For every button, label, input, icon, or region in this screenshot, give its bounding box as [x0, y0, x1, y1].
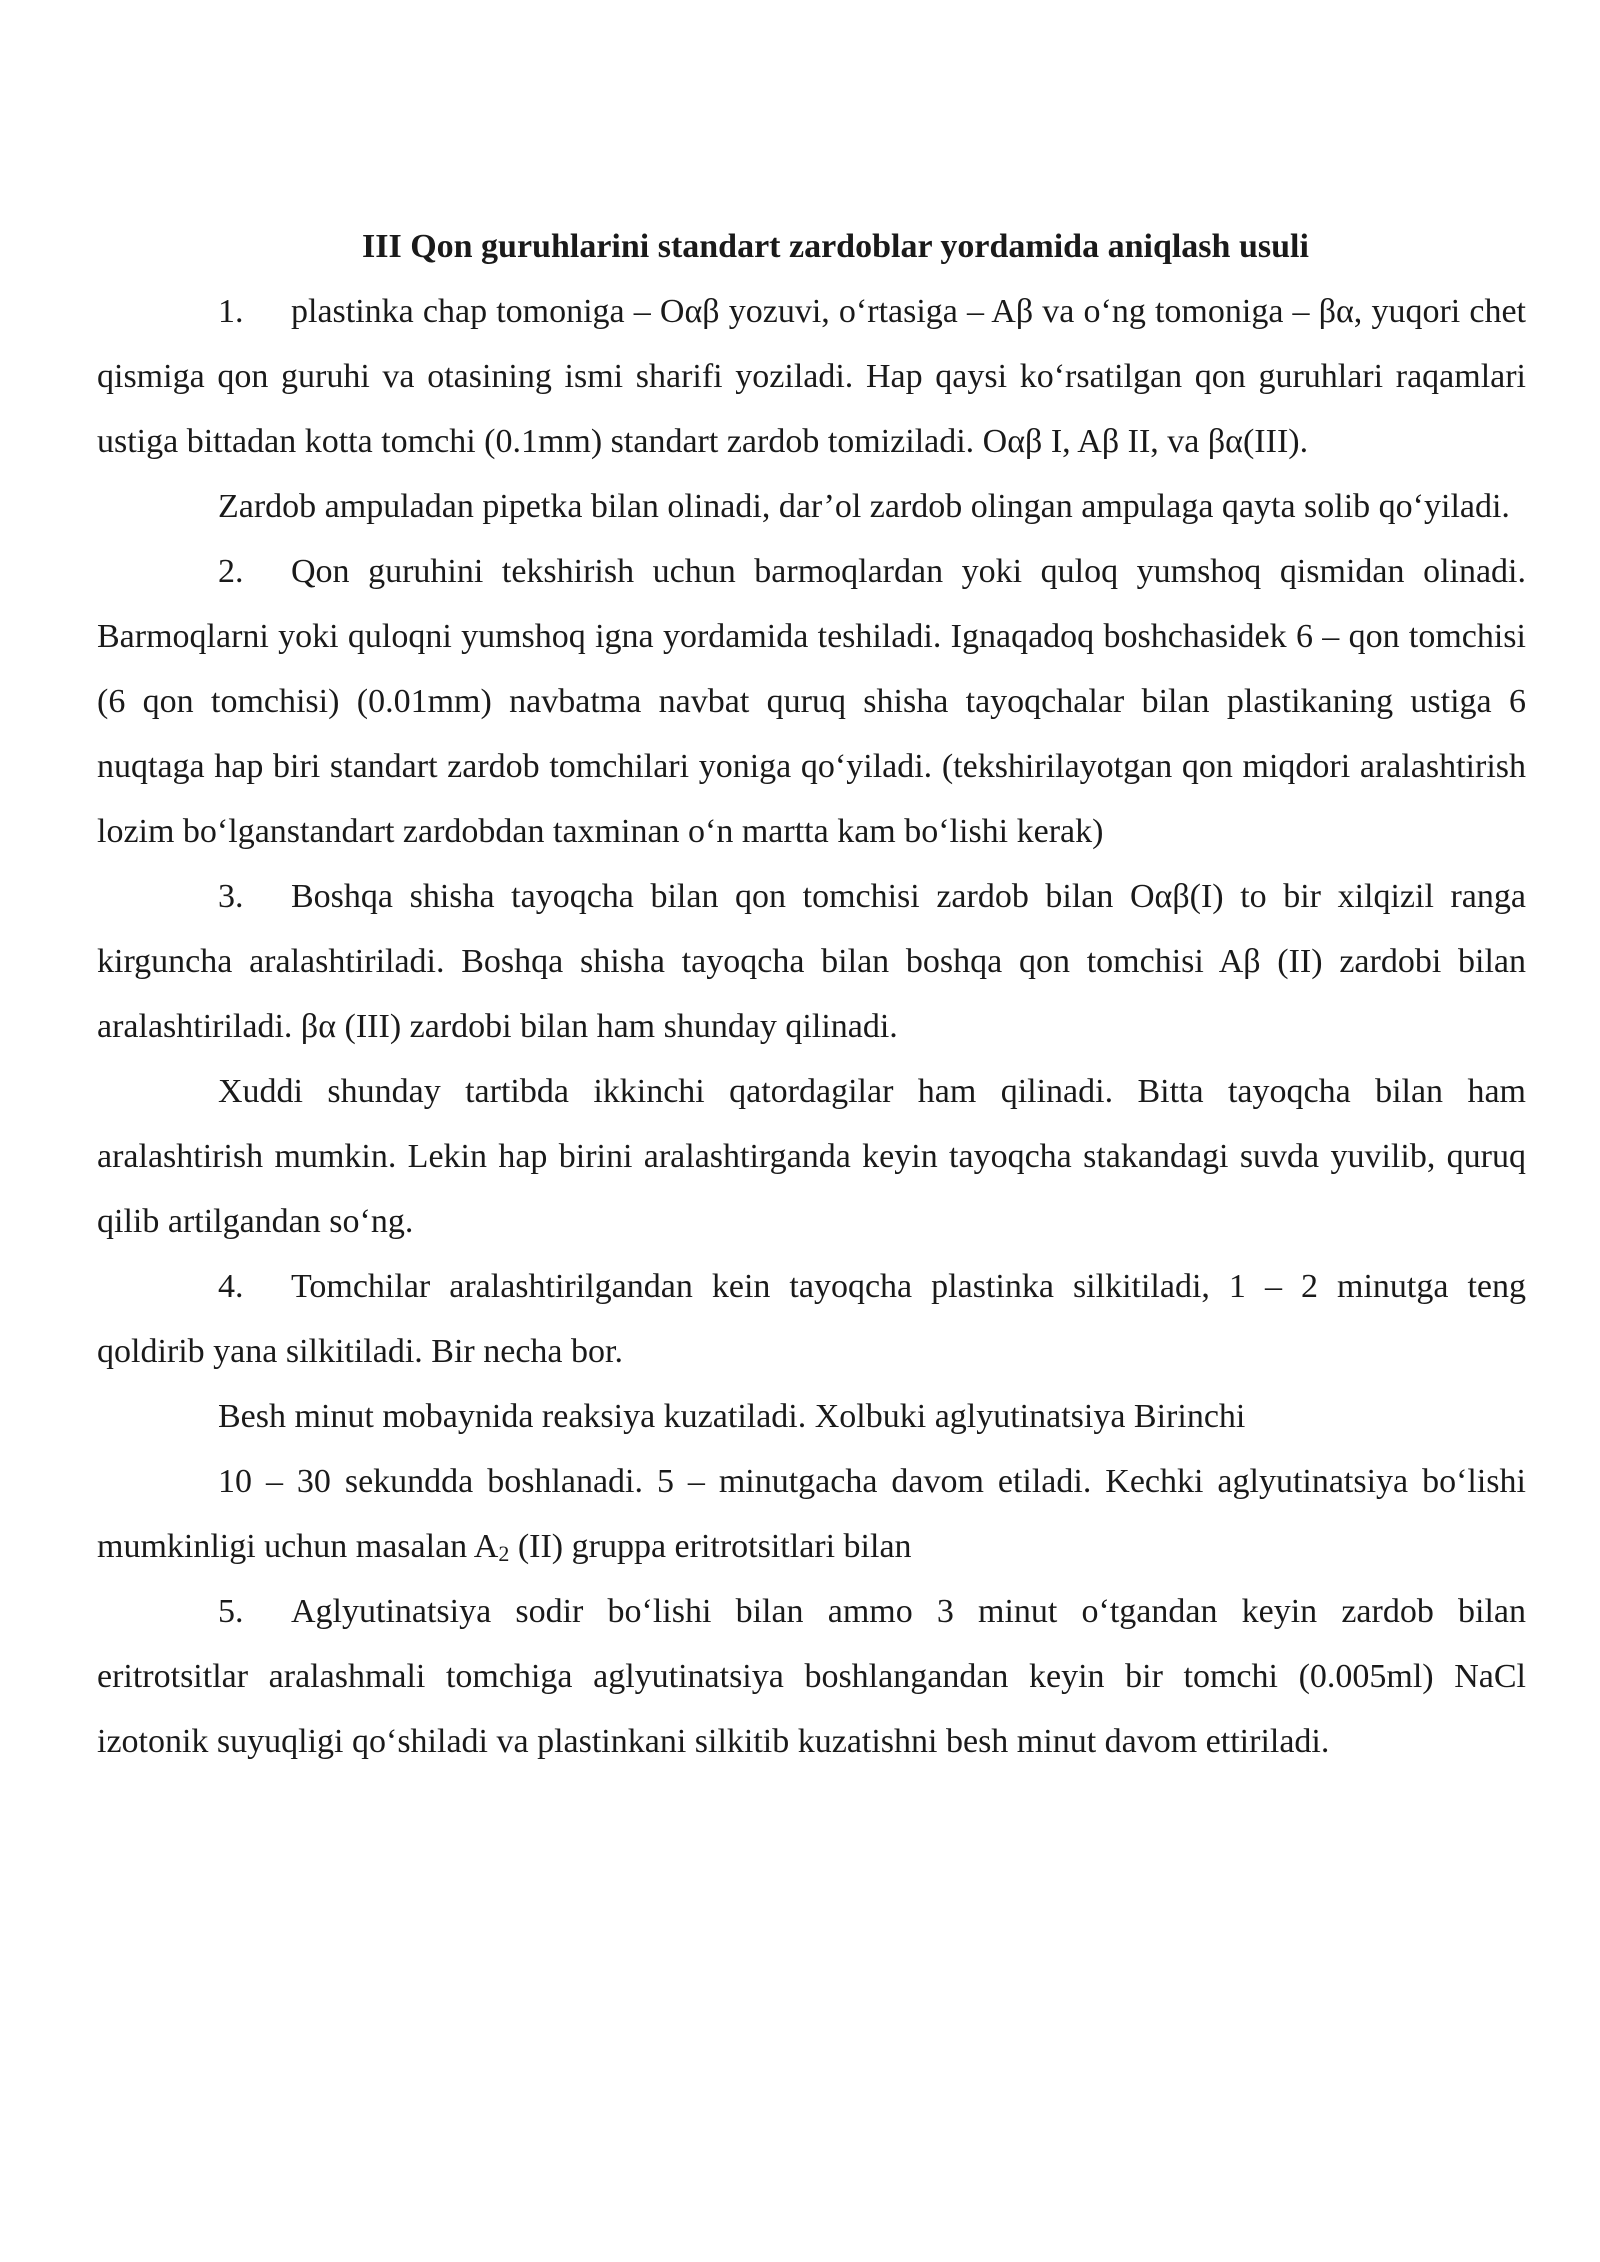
document-title: III Qon guruhlarini standart zardoblar yordamida aniqlash usuli — [362, 228, 1309, 265]
paragraph-text: Qon guruhini tekshirish uchun barmoqlardan yoki quloq yumshoq qismidan olinadi. Barmoqlarni yoki quloqni yumshoq igna yordamida teshiladi. Ignaqadoq boshchasidek 6 – qon tomchisi (6 qon tomchisi) (0.01mm) navbatma navbat quruq shisha tayoqchalar bilan plastikaning ustiga 6 nuqtaga hap biri standart zardob tomchilari yoniga qo‘yiladi. (tekshirilayotgan qon miqdori aralashtirish lozim bo‘lganstandart zardobdan taxminan o‘n martta kam bo‘lishi kerak) — [97, 553, 1526, 850]
paragraph-text: Xuddi shunday tartibda ikkinchi qatordagilar ham qilinadi. Bitta tayoqcha bilan ham aralashtirish mumkin. Lekin hap birini aralashtirganda keyin tayoqcha stakandagi suvda yuvilib, quruq qilib artilgandan so‘ng. — [97, 1073, 1526, 1240]
paragraph-text: Aglyutinatsiya sodir bo‘lishi bilan ammo 3 minut o‘tgandan keyin zardob bilan eritrotsitlar aralashmali tomchiga aglyutinatsiya boshlangandan keyin bir tomchi (0.005ml) NaCl izotonik suyuqligi qo‘shiladi va plastinkani silkitib kuzatishni besh minut davom ettiriladi. — [97, 1593, 1526, 1760]
paragraph-number: 1. — [218, 293, 244, 330]
paragraph-3-continued — [97, 1059, 1526, 1254]
subscript: 2 — [498, 1541, 510, 1566]
paragraph-text: Boshqa shisha tayoqcha bilan qon tomchisi zardob bilan Oαβ(I) to bir xilqizil ranga kirguncha aralashtiriladi. Boshqa shisha tayoqcha bilan boshqa qon tomchisi Aβ (II) zardobi bilan aralashtiriladi. βα (III) zardobi bilan ham shunday qilinadi. — [97, 878, 1526, 1045]
paragraph-text: Tomchilar aralashtirilgandan kein tayoqcha plastinka silkitiladi, 1 – 2 minutga teng qoldirib yana silkitiladi. Bir necha bor. — [97, 1268, 1526, 1370]
paragraph-text-after-subscript: (II) gruppa eritrotsitlari bilan — [509, 1528, 912, 1565]
paragraph-4-timing — [97, 1449, 1526, 1579]
paragraph-text: plastinka chap tomoniga – Oαβ yozuvi, o‘rtasiga – Aβ va o‘ng tomoniga – βα, yuqori chet qismiga qon guruhi va otasining ismi sharifi yoziladi. Hap qaysi ko‘rsatilgan qon guruhlari raqamlari ustiga bittadan kotta tomchi (0.1mm) standart zardob tomiziladi. Oαβ I, Aβ II, va βα(III). — [97, 293, 1526, 460]
paragraph-4 — [97, 1254, 1526, 1384]
paragraph-1-continued — [97, 474, 1526, 539]
paragraph-number: 4. — [218, 1268, 244, 1305]
paragraph-number: 5. — [218, 1593, 244, 1630]
paragraph-number: 3. — [218, 878, 244, 915]
paragraph-text: 10 – 30 sekundda boshlanadi. 5 – minutgacha davom etiladi. Kechki aglyutinatsiya bo‘lishi mumkinligi uchun masalan A — [97, 1463, 1526, 1565]
paragraph-1 — [97, 279, 1526, 474]
paragraph-4-observation — [97, 1384, 1526, 1449]
paragraph-text: Besh minut mobaynida reaksiya kuzatiladi. Xolbuki aglyutinatsiya Birinchi — [218, 1398, 1246, 1435]
document-page — [97, 214, 1526, 1774]
paragraph-3 — [97, 864, 1526, 1059]
paragraph-2 — [97, 539, 1526, 864]
paragraph-number: 2. — [218, 553, 244, 590]
paragraph-text: Zardob ampuladan pipetka bilan olinadi, dar’ol zardob olingan ampulaga qayta solib qo‘yiladi. — [218, 488, 1510, 525]
paragraph-5 — [97, 1579, 1526, 1774]
